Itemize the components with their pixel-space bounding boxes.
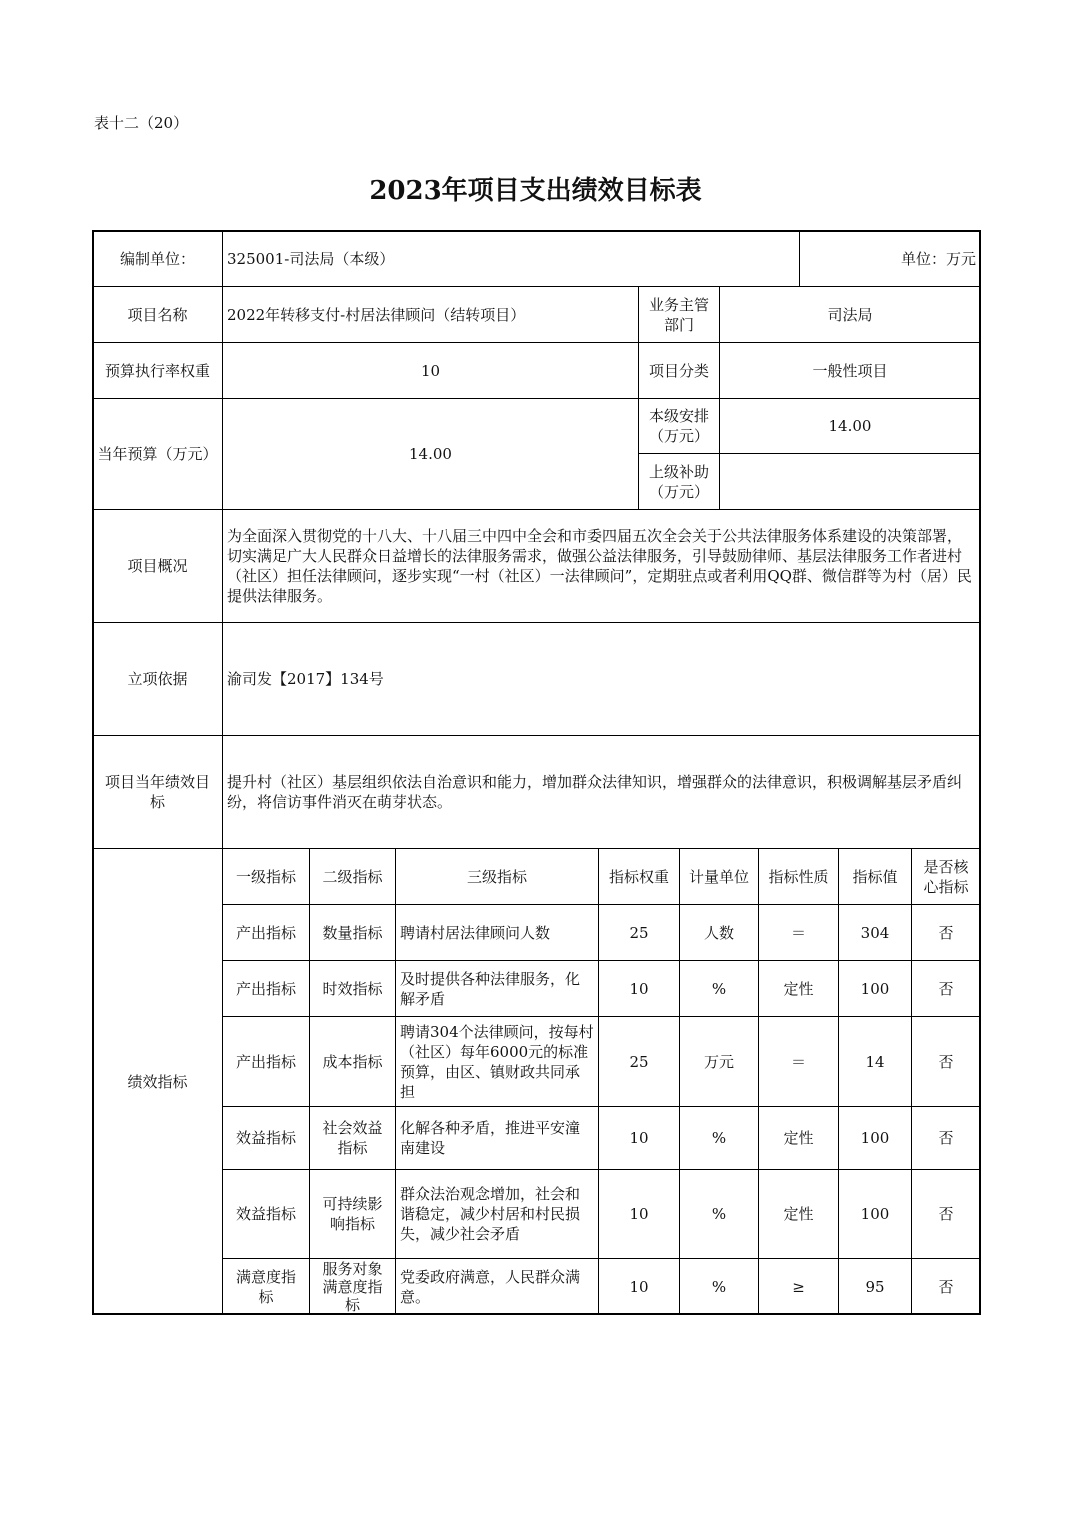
row3-level2: 成本指标: [309, 1016, 396, 1107]
document-title: 2023年项目支出绩效目标表: [369, 176, 702, 206]
col-level2: 二级指标: [309, 848, 396, 905]
row6-value: 95: [838, 1258, 912, 1315]
row1-weight: 25: [598, 904, 680, 961]
row2-core: 否: [911, 960, 981, 1017]
row3-unit: 万元: [679, 1016, 759, 1107]
indicators-label: 绩效指标: [92, 848, 223, 1315]
project-name-value: 2022年转移支付-村居法律顾问（结转项目）: [222, 286, 639, 343]
row3-core: 否: [911, 1016, 981, 1107]
row5-level1: 效益指标: [222, 1169, 310, 1259]
row5-level2: 可持续影响指标: [309, 1169, 396, 1259]
budget-label: 当年预算（万元）: [92, 398, 223, 510]
row4-value: 100: [838, 1106, 912, 1170]
row2-level1: 产出指标: [222, 960, 310, 1017]
currency-unit: 单位：万元: [799, 230, 981, 287]
overview-text: 为全面深入贯彻党的十八大、十八届三中四中全会和市委四届五次全会关于公共法律服务体系建设的决策部署，切实满足广大人民群众日益增长的法律服务需求，做强公益法律服务，引导鼓励律师、基层法律服务工作者进村（社区）担任法律顾问，逐步实现“一村（社区）一法律顾问”，定期驻点或者利用QQ群、微信群等为村（居）民提供法律服务。: [222, 509, 981, 623]
row2-weight: 10: [598, 960, 680, 1017]
row3-level1: 产出指标: [222, 1016, 310, 1107]
row1-value: 304: [838, 904, 912, 961]
row1-level2: 数量指标: [309, 904, 396, 961]
upper-subsidy-value: [719, 453, 981, 510]
col-core: 是否核心指标: [911, 848, 981, 905]
category-value: 一般性项目: [719, 342, 981, 399]
row1-nature: ＝: [758, 904, 839, 961]
row2-unit: %: [679, 960, 759, 1017]
upper-subsidy-label: 上级补助（万元）: [638, 453, 720, 510]
row1-core: 否: [911, 904, 981, 961]
row5-value: 100: [838, 1169, 912, 1259]
category-label: 项目分类: [638, 342, 720, 399]
row4-level3: 化解各种矛盾，推进平安潼南建设: [395, 1106, 599, 1170]
performance-table: [92, 230, 981, 1315]
row4-nature: 定性: [758, 1106, 839, 1170]
row6-level2: 服务对象满意度指标: [309, 1258, 396, 1315]
row2-value: 100: [838, 960, 912, 1017]
budget-value: 14.00: [222, 398, 639, 510]
overview-label: 项目概况: [92, 509, 223, 623]
unit-value: 325001-司法局（本级）: [222, 230, 800, 287]
row4-weight: 10: [598, 1106, 680, 1170]
row1-level3: 聘请村居法律顾问人数: [395, 904, 599, 961]
row4-level1: 效益指标: [222, 1106, 310, 1170]
row5-nature: 定性: [758, 1169, 839, 1259]
local-budget-value: 14.00: [719, 398, 981, 454]
goal-text: 提升村（社区）基层组织依法自治意识和能力，增加群众法律知识，增强群众的法律意识，积极调解基层矛盾纠纷，将信访事件消灭在萌芽状态。: [222, 735, 981, 849]
col-level1: 一级指标: [222, 848, 310, 905]
row6-unit: %: [679, 1258, 759, 1315]
row1-level1: 产出指标: [222, 904, 310, 961]
dept-label: 业务主管部门: [638, 286, 720, 343]
row3-weight: 25: [598, 1016, 680, 1107]
row5-level3: 群众法治观念增加，社会和谐稳定，减少村居和村民损失，减少社会矛盾: [395, 1169, 599, 1259]
row6-core: 否: [911, 1258, 981, 1315]
row2-nature: 定性: [758, 960, 839, 1017]
dept-value: 司法局: [719, 286, 981, 343]
row2-level3: 及时提供各种法律服务，化解矛盾: [395, 960, 599, 1017]
basis-label: 立项依据: [92, 622, 223, 736]
row5-core: 否: [911, 1169, 981, 1259]
project-name-label: 项目名称: [92, 286, 223, 343]
row3-value: 14: [838, 1016, 912, 1107]
row6-nature: ≥: [758, 1258, 839, 1315]
weight-value: 10: [222, 342, 639, 399]
row4-level2: 社会效益指标: [309, 1106, 396, 1170]
row2-level2: 时效指标: [309, 960, 396, 1017]
col-unit: 计量单位: [679, 848, 759, 905]
row1-unit: 人数: [679, 904, 759, 961]
local-budget-label: 本级安排（万元）: [638, 398, 720, 454]
row6-weight: 10: [598, 1258, 680, 1315]
col-value: 指标值: [838, 848, 912, 905]
col-level3: 三级指标: [395, 848, 599, 905]
unit-label: 编制单位：: [92, 230, 223, 287]
row4-unit: %: [679, 1106, 759, 1170]
row3-nature: ＝: [758, 1016, 839, 1107]
row4-core: 否: [911, 1106, 981, 1170]
row6-level1: 满意度指标: [222, 1258, 310, 1315]
row6-level3: 党委政府满意，人民群众满意。: [395, 1258, 599, 1315]
col-nature: 指标性质: [758, 848, 839, 905]
table-number: 表十二（20）: [94, 114, 189, 132]
basis-text: 渝司发【2017】134号: [222, 622, 981, 736]
row5-unit: %: [679, 1169, 759, 1259]
row3-level3: 聘请304个法律顾问，按每村（社区）每年6000元的标准预算，由区、镇财政共同承担: [395, 1016, 599, 1107]
goal-label: 项目当年绩效目标: [92, 735, 223, 849]
col-weight: 指标权重: [598, 848, 680, 905]
row5-weight: 10: [598, 1169, 680, 1259]
weight-label: 预算执行率权重: [92, 342, 223, 399]
